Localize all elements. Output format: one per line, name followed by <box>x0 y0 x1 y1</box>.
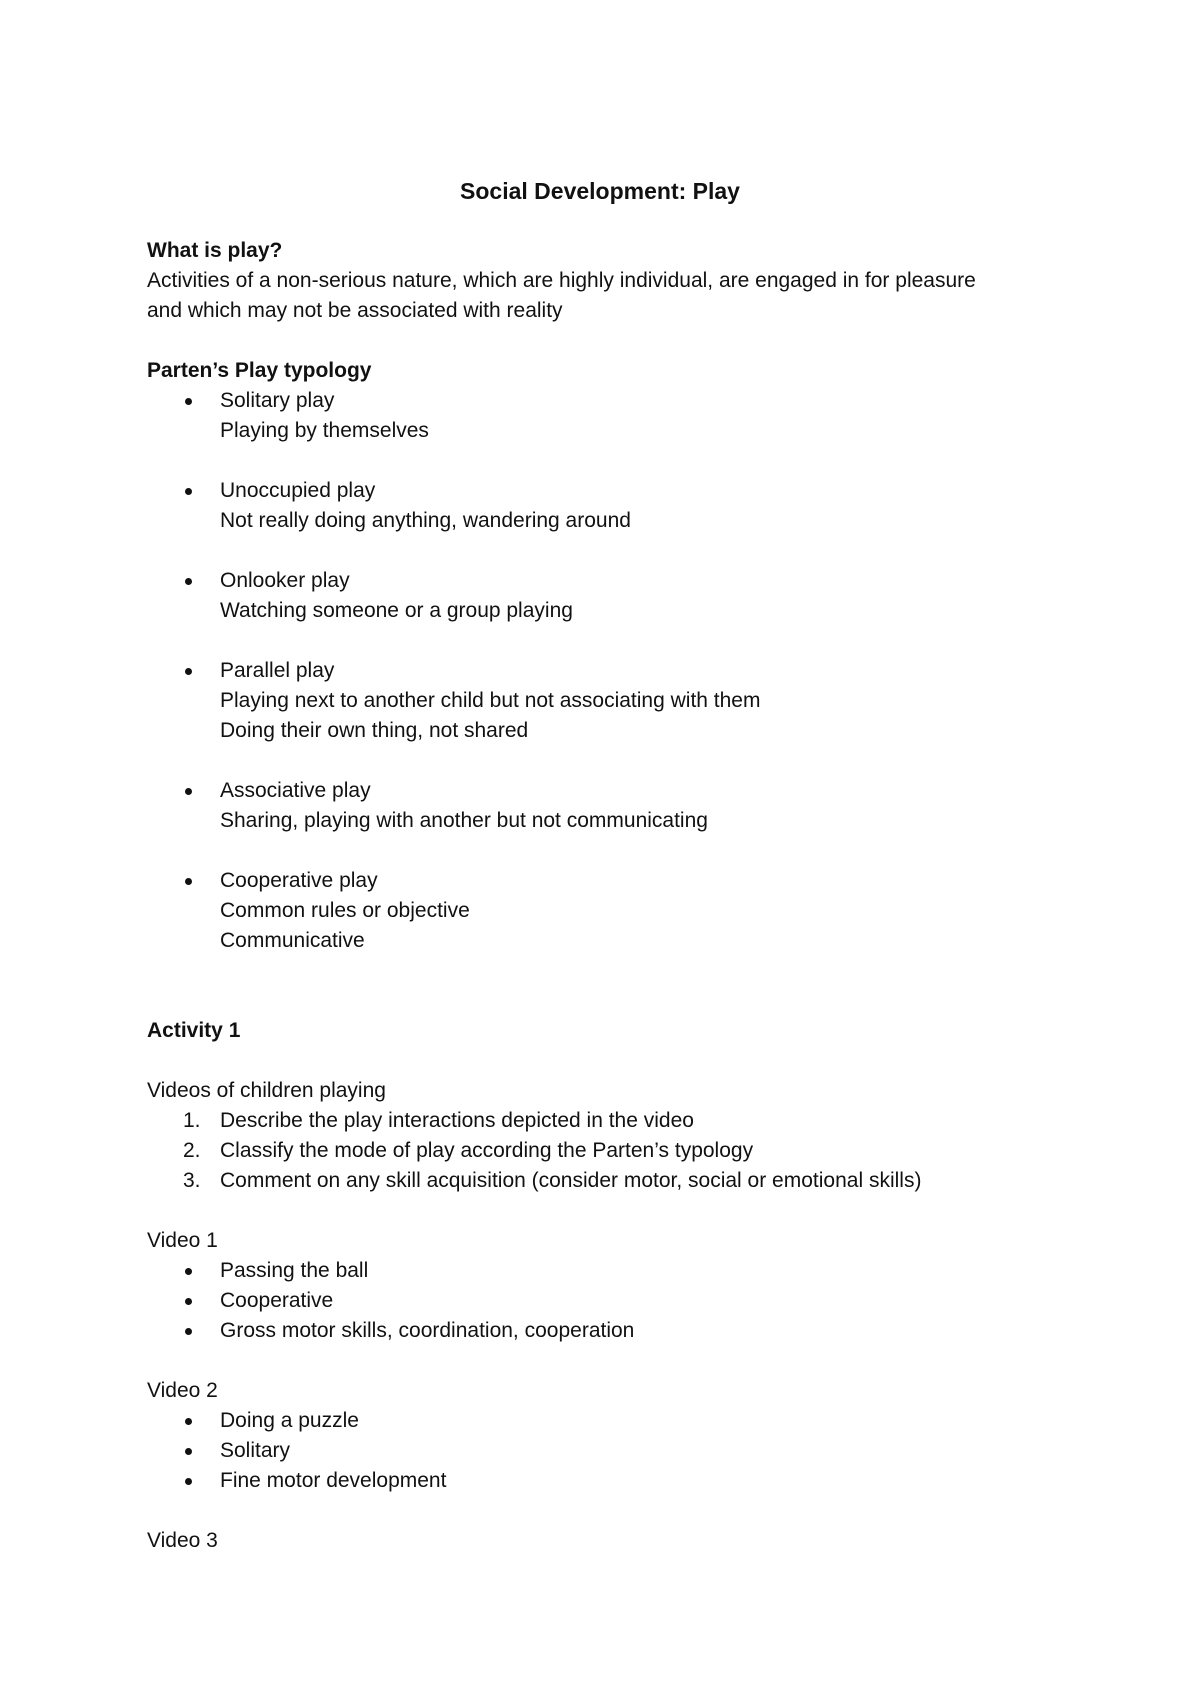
video-note: Doing a puzzle <box>220 1409 359 1432</box>
list-item <box>147 1256 1047 1286</box>
list-item <box>147 1136 1047 1166</box>
bullet-icon <box>185 1478 192 1485</box>
video-label: Video 2 <box>147 1379 218 1402</box>
document-title: Social Development: Play <box>460 178 740 204</box>
step-number: 3. <box>183 1169 201 1192</box>
spacer <box>147 1496 1047 1526</box>
typology-heading: Parten’s Play typology <box>147 359 372 382</box>
bullet-icon <box>185 668 192 675</box>
list-item <box>147 1166 1047 1196</box>
play-type-description: Sharing, playing with another but not communicating <box>220 809 708 832</box>
what-is-play-heading: What is play? <box>147 239 283 262</box>
play-type-description: Doing their own thing, not shared <box>220 719 529 742</box>
step-number: 1. <box>183 1109 201 1132</box>
list-item <box>147 386 1047 446</box>
video-notes-list <box>147 1406 1047 1496</box>
play-type-description: Common rules or objective <box>220 899 470 922</box>
list-item <box>147 656 1047 746</box>
bullet-icon <box>185 1328 192 1335</box>
video-note: Passing the ball <box>220 1259 369 1282</box>
list-item <box>147 566 1047 626</box>
video-label: Video 3 <box>147 1529 218 1552</box>
spacer <box>147 1196 1047 1226</box>
video-note: Solitary <box>220 1439 291 1462</box>
activity-steps <box>147 1106 1047 1196</box>
bullet-icon <box>185 1418 192 1425</box>
activity-intro: Videos of children playing <box>147 1079 386 1102</box>
play-type-name: Onlooker play <box>220 569 350 592</box>
video-note: Gross motor skills, coordination, cooperation <box>220 1319 635 1342</box>
step-text: Comment on any skill acquisition (consider motor, social or emotional skills) <box>220 1169 922 1192</box>
play-type-name: Cooperative play <box>220 869 378 892</box>
bullet-icon <box>185 1298 192 1305</box>
play-type-description: Not really doing anything, wandering around <box>220 509 631 532</box>
play-type-name: Solitary play <box>220 389 335 412</box>
spacer <box>147 1346 1047 1376</box>
spacer <box>147 326 1047 356</box>
play-type-description: Communicative <box>220 929 365 952</box>
spacer <box>147 1046 1047 1076</box>
play-type-name: Unoccupied play <box>220 479 376 502</box>
definition-line: Activities of a non-serious nature, which are highly individual, are engaged in for pleasure <box>147 269 976 292</box>
video-label: Video 1 <box>147 1229 218 1252</box>
document-body <box>147 176 1047 1556</box>
play-type-name: Parallel play <box>220 659 335 682</box>
list-item <box>147 866 1047 956</box>
bullet-icon <box>185 788 192 795</box>
play-type-name: Associative play <box>220 779 371 802</box>
list-item <box>147 1466 1047 1496</box>
activity-heading: Activity 1 <box>147 1019 241 1042</box>
bullet-icon <box>185 1448 192 1455</box>
play-type-description: Playing next to another child but not associating with them <box>220 689 761 712</box>
bullet-icon <box>185 1268 192 1275</box>
list-item <box>147 1106 1047 1136</box>
spacer <box>147 956 1047 1016</box>
list-item <box>147 1286 1047 1316</box>
definition-line: and which may not be associated with reality <box>147 299 563 322</box>
video-note: Cooperative <box>220 1289 334 1312</box>
video-notes-list <box>147 1256 1047 1346</box>
list-item <box>147 476 1047 536</box>
bullet-icon <box>185 398 192 405</box>
bullet-icon <box>185 488 192 495</box>
video-note: Fine motor development <box>220 1469 447 1492</box>
bullet-icon <box>185 878 192 885</box>
what-is-play-definition <box>147 266 1047 326</box>
play-type-description: Watching someone or a group playing <box>220 599 573 622</box>
list-item <box>147 1316 1047 1346</box>
step-text: Describe the play interactions depicted in the video <box>220 1109 694 1132</box>
typology-list <box>147 386 1047 956</box>
step-text: Classify the mode of play according the Parten’s typology <box>220 1139 754 1162</box>
list-item <box>147 1406 1047 1436</box>
list-item <box>147 1436 1047 1466</box>
list-item <box>147 776 1047 836</box>
bullet-icon <box>185 578 192 585</box>
play-type-description: Playing by themselves <box>220 419 429 442</box>
step-number: 2. <box>183 1139 201 1162</box>
